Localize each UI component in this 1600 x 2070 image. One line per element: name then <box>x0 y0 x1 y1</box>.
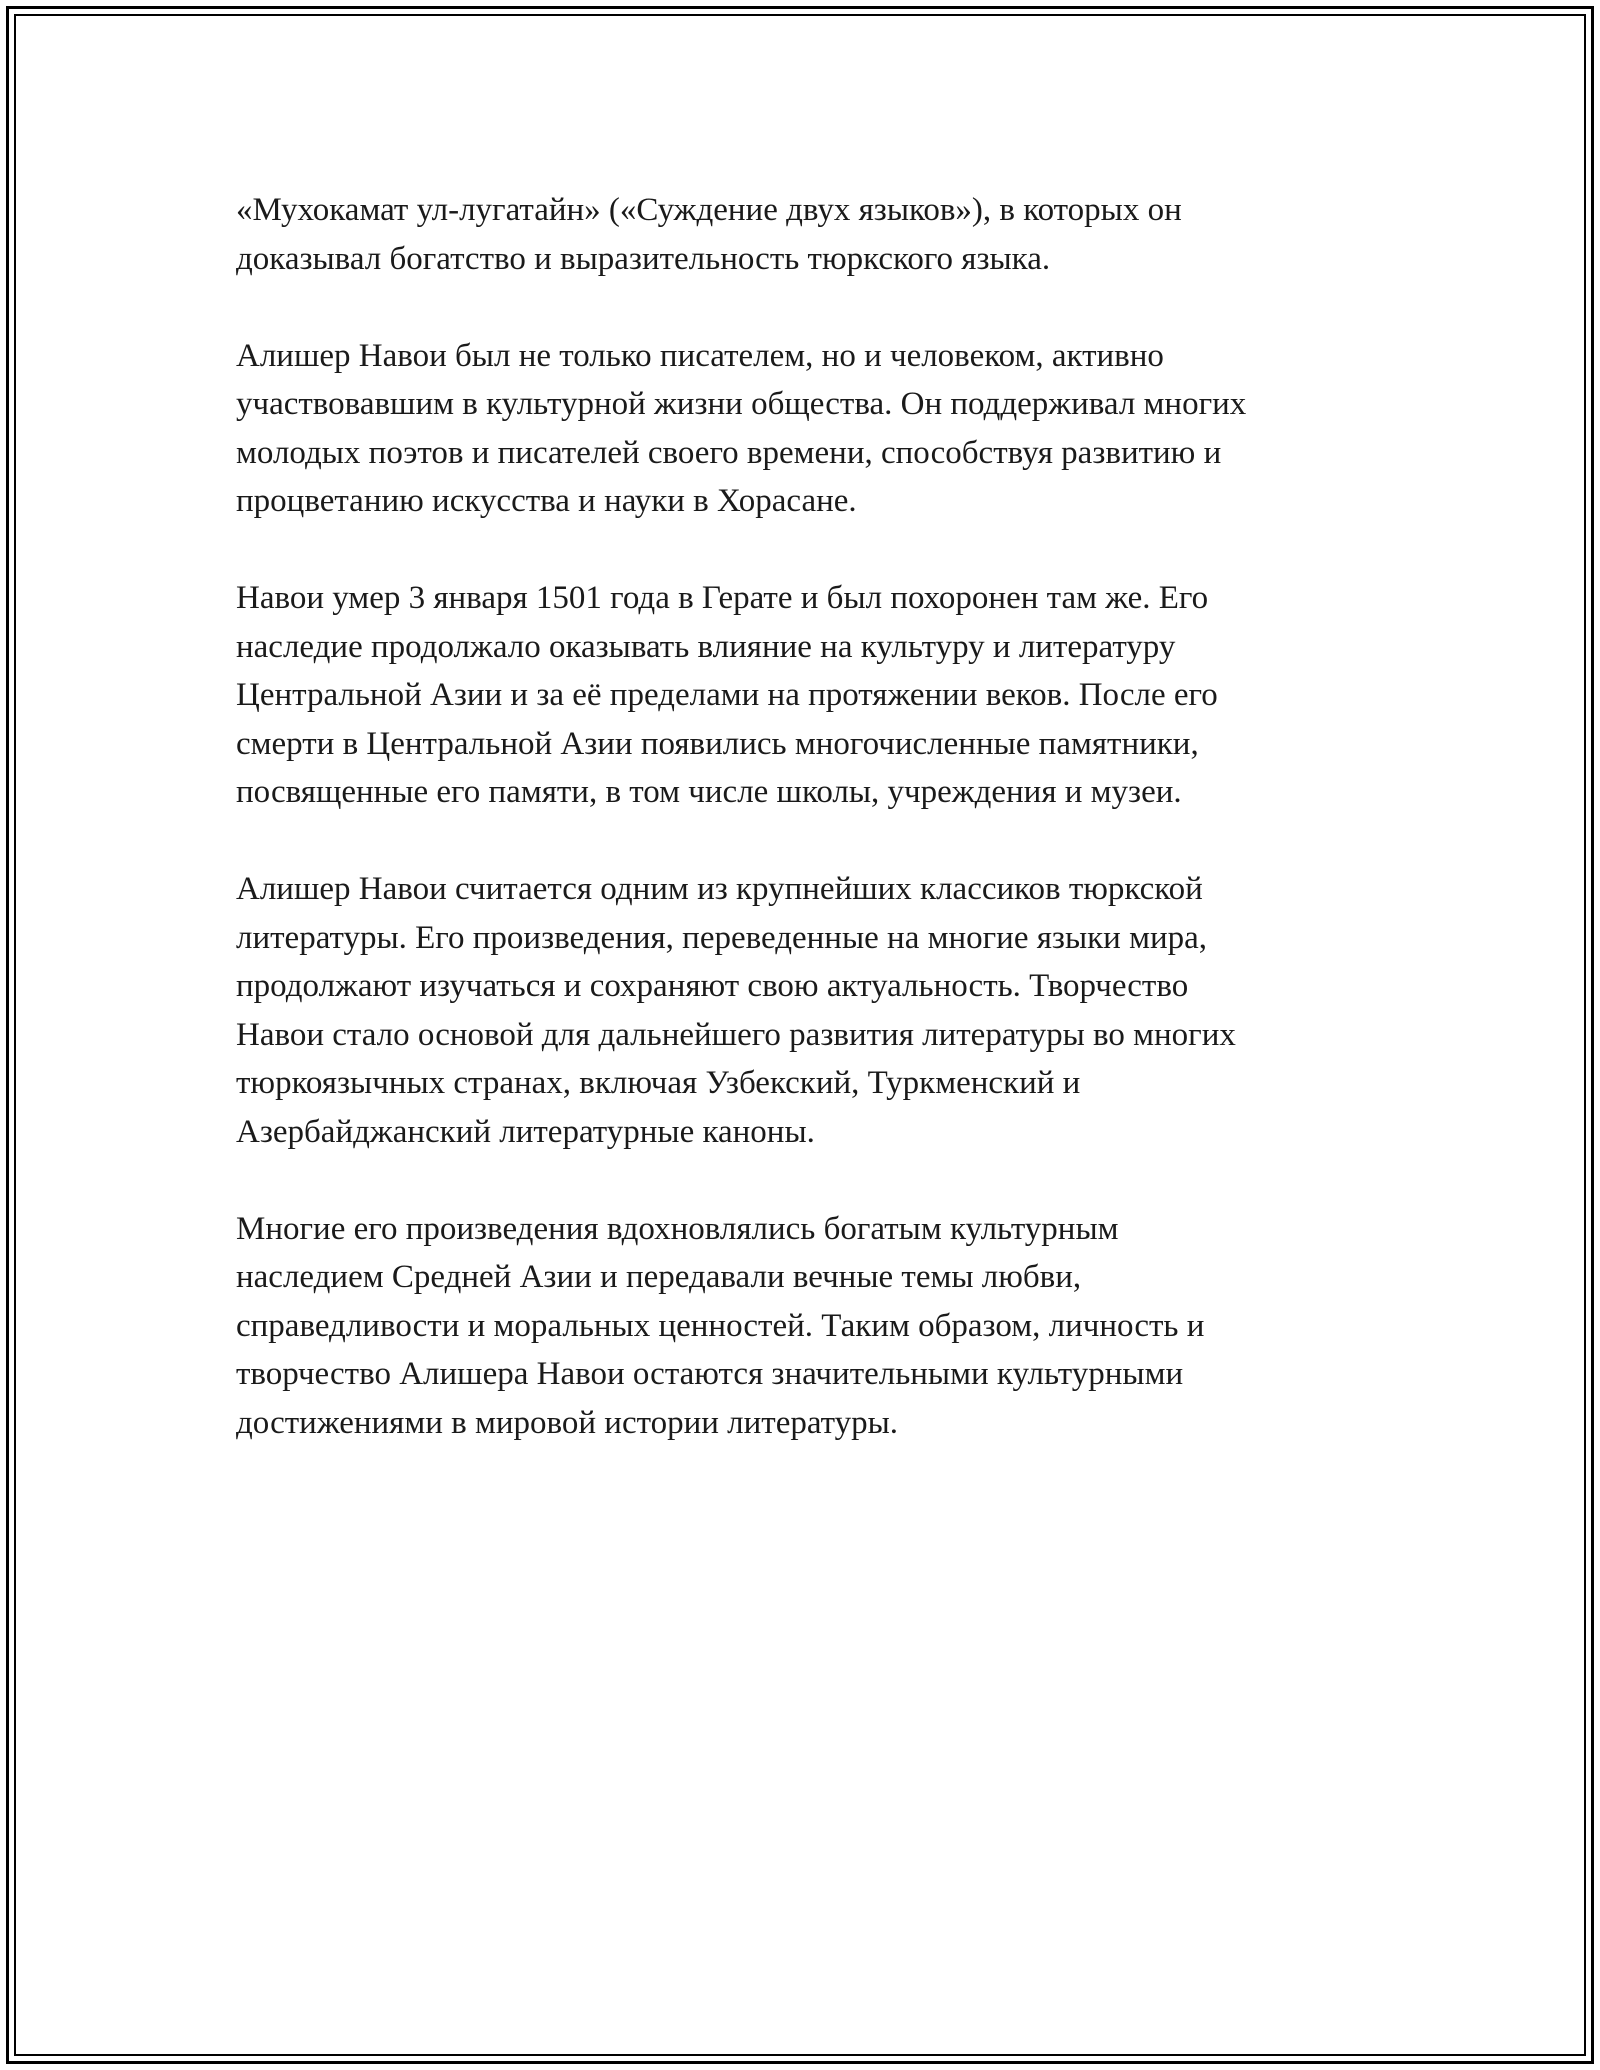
paragraph-1: «Мухокамат ул-лугатайн» («Суждение двух языков»), в которых он доказывал богатство и выразительность тюркского языка. <box>236 192 1182 277</box>
paragraph-2: Алишер Навои был не только писателем, но и человеком, активно участвовавшим в культурной жизни общества. Он поддерживал многих молодых поэтов и писателей своего времени, способствуя развитию и процветанию искусства и науки в Хорасане. <box>236 337 1247 519</box>
paragraph-5: Многие его произведения вдохновлялись богатым культурным наследием Средней Азии и передавали вечные темы любви, справедливости и моральных ценностей. Таким образом, личность и творчество Алишера Навои остаются значительными культурными достижениями в мировой истории литературы. <box>236 1210 1205 1441</box>
paragraph-3: Навои умер 3 января 1501 года в Герате и был похоронен там же. Его наследие продолжало оказывать влияние на культуру и литературу Центральной Азии и за её пределами на протяжении веков. После его смерти в Центральной Азии появились многочисленные памятники, посвященные его памяти, в том числе школы, учреждения и музеи. <box>236 580 1218 810</box>
paragraph-4: Алишер Навои считается одним из крупнейших классиков тюркской литературы. Его произведения, переведенные на многие языки мира, продолжают изучаться и сохраняют свою актуальность. Творчество Навои стало основой для дальнейшего развития литературы во многих тюркоязычных странах, включая Узбекский, Туркменский и Азербайджанский литературные каноны. <box>236 871 1236 1150</box>
page-content <box>236 186 1396 1496</box>
